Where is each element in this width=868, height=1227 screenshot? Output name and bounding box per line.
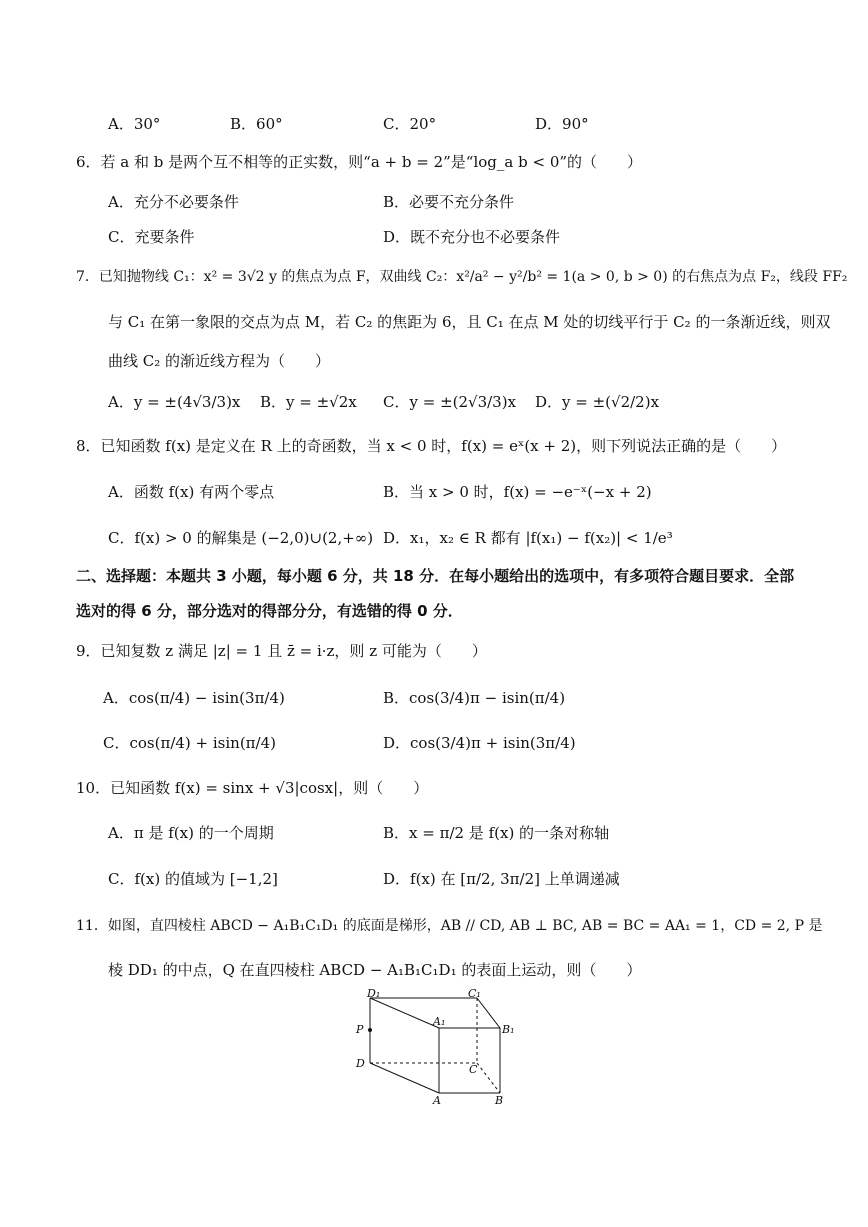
- q8-option-d: D．x₁，x₂ ∈ R 都有 |f(x₁) − f(x₂)| < 1/e³: [383, 529, 673, 547]
- q8-option-c: C．f(x) > 0 的解集是 (−2,0)∪(2,+∞): [108, 529, 374, 547]
- q7-stem-line3: 曲线 C₂ 的渐近线方程为（ ）: [108, 352, 331, 370]
- point-p: [368, 1028, 372, 1032]
- label-a: A: [433, 1094, 441, 1107]
- q11-stem-line2: 棱 DD₁ 的中点，Q 在直四棱柱 ABCD − A₁B₁C₁D₁ 的表面上运动，则（ ）: [108, 961, 642, 979]
- q7-stem-line2: 与 C₁ 在第一象限的交点为点 M，若 C₂ 的焦距为 6，且 C₁ 在点 M 处的切线平行于 C₂ 的一条渐近线，则双: [108, 313, 831, 331]
- q5-option-a: A．30°: [108, 115, 161, 133]
- q9-option-c: C．cos(π/4) + isin(π/4): [103, 734, 276, 752]
- q6-option-c: C．充要条件: [108, 228, 195, 246]
- section-2-heading-line2: 选对的得 6 分，部分选对的得部分分，有选错的得 0 分．: [76, 602, 463, 620]
- q6-option-b: B．必要不充分条件: [383, 193, 515, 211]
- q10-option-b: B．x = π/2 是 f(x) 的一条对称轴: [383, 824, 610, 842]
- edge-a1d1: [370, 998, 439, 1028]
- q7-stem-line1: 7．已知抛物线 C₁：x² = 3√2 y 的焦点为点 F，双曲线 C₂：x²/a² − y²/b² = 1(a > 0, b > 0) 的右焦点为点 F₂，线段 FF₂: [76, 269, 848, 285]
- prism-figure: [350, 988, 520, 1108]
- label-c: C: [469, 1063, 478, 1076]
- q9-option-a: A．cos(π/4) − isin(3π/4): [103, 689, 285, 707]
- q7-option-b: B．y = ±√2x: [260, 393, 357, 411]
- q8-stem: 8．已知函数 f(x) 是定义在 R 上的奇函数，当 x < 0 时，f(x) = eˣ(x + 2)，则下列说法正确的是（ ）: [76, 437, 787, 455]
- label-b1: B₁: [502, 1023, 515, 1036]
- label-b: B: [495, 1094, 504, 1107]
- q10-option-d: D．f(x) 在 [π/2, 3π/2] 上单调递减: [383, 870, 620, 888]
- q6-option-d: D．既不充分也不必要条件: [383, 228, 561, 246]
- edge-c1b1: [477, 998, 500, 1028]
- q8-option-b: B．当 x > 0 时，f(x) = −e⁻ˣ(−x + 2): [383, 483, 652, 501]
- edge-cb-hidden: [477, 1063, 500, 1093]
- q9-stem: 9．已知复数 z 满足 |z| = 1 且 z̄ = i·z，则 z 可能为（ ）: [76, 642, 487, 660]
- label-d: D: [356, 1057, 365, 1070]
- q11-stem-line1: 11．如图，直四棱柱 ABCD − A₁B₁C₁D₁ 的底面是梯形，AB // CD, AB ⊥ BC, AB = BC = AA₁ = 1，CD = 2, P 是: [76, 918, 823, 934]
- label-p: P: [356, 1023, 364, 1036]
- q7-option-a: A．y = ±(4√3/3)x: [108, 393, 241, 411]
- q8-option-a: A．函数 f(x) 有两个零点: [108, 483, 275, 501]
- q10-stem: 10．已知函数 f(x) = sinx + √3|cosx|，则（ ）: [76, 779, 429, 797]
- q5-option-b: B．60°: [230, 115, 283, 133]
- q9-option-b: B．cos(3/4)π − isin(π/4): [383, 689, 566, 707]
- label-d1: D₁: [367, 988, 381, 1000]
- q10-option-a: A．π 是 f(x) 的一个周期: [108, 824, 274, 842]
- q7-option-c: C．y = ±(2√3/3)x: [383, 393, 517, 411]
- q9-option-d: D．cos(3/4)π + isin(3π/4): [383, 734, 576, 752]
- q6-stem: 6．若 a 和 b 是两个互不相等的正实数，则“a + b = 2”是“log_a b < 0”的（ ）: [76, 153, 643, 171]
- section-2-heading-line1: 二、选择题：本题共 3 小题，每小题 6 分，共 18 分．在每小题给出的选项中，有多项符合题目要求．全部: [76, 567, 795, 585]
- q6-option-a: A．充分不必要条件: [108, 193, 239, 211]
- q5-option-d: D．90°: [535, 115, 589, 133]
- label-a1: A₁: [433, 1015, 446, 1028]
- edge-da: [370, 1063, 439, 1093]
- q5-option-c: C．20°: [383, 115, 437, 133]
- label-c1: C₁: [468, 988, 481, 1000]
- q7-option-d: D．y = ±(√2/2)x: [535, 393, 660, 411]
- q10-option-c: C．f(x) 的值域为 [−1,2]: [108, 870, 278, 888]
